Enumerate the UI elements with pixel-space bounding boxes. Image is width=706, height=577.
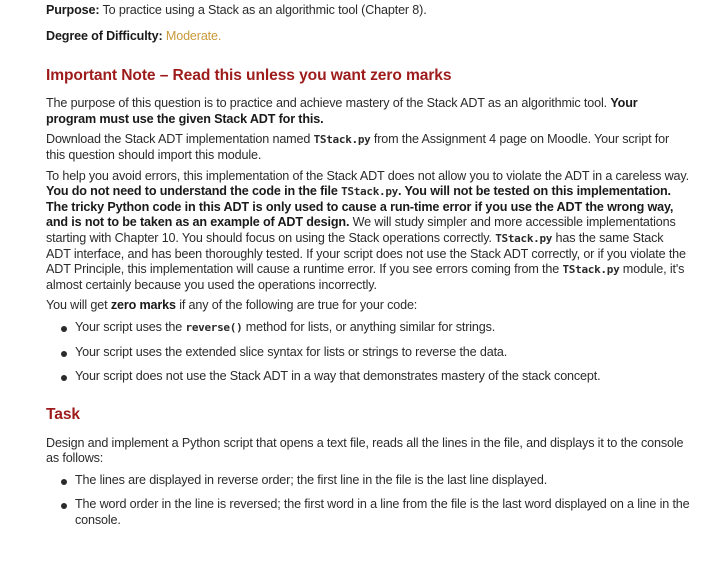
list-item-text: The word order in the line is reversed; the first word in a line from the file is the last word displayed on a line in the console. [75, 497, 690, 528]
purpose-text: To practice using a Stack as an algorithmic tool (Chapter 8). [102, 3, 427, 17]
list-item-text: The lines are displayed in reverse order; the first line in the file is the last line displayed. [75, 472, 548, 487]
note-p3-bold-1: You do not need to understand the code in the file [46, 184, 338, 199]
list-item [46, 345, 690, 361]
difficulty-line [46, 26, 690, 45]
note-p2-text-a: Download the Stack ADT implementation named [46, 132, 311, 147]
note-p3-bold-2: . You will not be tested on this implementation. The tricky Python code in this ADT is only used to cause a run-time error if you use the ADT the wrong way, and is not to be taken as an example of ADT design. [46, 184, 674, 230]
note-p3-text-b: We will study simpler and more accessible implementations starting with Chapter 10. You should focus on using the Stack operations correctly. [46, 215, 676, 245]
task-list [46, 473, 690, 529]
note-paragraph-2 [46, 132, 690, 163]
list-item [46, 473, 690, 489]
bullet-icon [61, 326, 67, 332]
purpose-line [46, 0, 690, 19]
list-item [46, 369, 690, 385]
zero-marks-emphasis: zero marks [110, 298, 176, 313]
reverse-method-code: reverse() [185, 320, 243, 334]
note-p3-text-c: has the same Stack ADT interface, and has been thoroughly tested. If your script does not use the Stack ADT correctly, or if you violate the ADT Principle, this implementation will cause a runtime error. If you see errors coming from the [46, 230, 686, 277]
tstack-filename: TStack.py [562, 263, 620, 277]
zero-marks-list [46, 320, 690, 385]
note-p2-text-b: from the Assignment 4 page on Moodle. Your script for this question should import this module. [46, 132, 670, 162]
list-item-text: Your script uses the extended slice syntax for lists or strings to reverse the data. [75, 344, 508, 359]
bullet-icon [61, 351, 67, 357]
note-p4-text-b: if any of the following are true for your code: [179, 298, 418, 313]
bullet-icon [61, 503, 67, 509]
note-p3-text-a: To help you avoid errors, this implementation of the Stack ADT does not allow you to violate the ADT in a careless way. [46, 168, 689, 183]
important-note-heading: Important Note – Read this unless you want zero marks [46, 67, 452, 85]
note-p3-text-d: module, it's almost certainly because you used the operations incorrectly. [46, 262, 685, 292]
note-p4-text-a: You will get [46, 298, 108, 313]
difficulty-label: Degree of Difficulty: [46, 28, 163, 43]
bullet-icon [61, 479, 67, 485]
list-item [46, 497, 690, 528]
note-paragraph-4 [46, 298, 690, 314]
purpose-label: Purpose: [46, 3, 100, 17]
list-item-text-a: Your script uses the [75, 319, 183, 334]
tstack-filename: TStack.py [495, 231, 553, 245]
list-item [46, 320, 690, 336]
note-p1-text: The purpose of this question is to practice and achieve mastery of the Stack ADT as an algorithmic tool. [46, 96, 607, 111]
note-p1-bold: Your program must use the given Stack ADT for this. [46, 96, 638, 126]
list-item-text: Your script does not use the Stack ADT in a way that demonstrates mastery of the stack concept. [75, 369, 601, 384]
difficulty-value: Moderate. [165, 28, 222, 43]
assignment-document [46, 0, 690, 538]
task-paragraph: Design and implement a Python script that opens a text file, reads all the lines in the file, and displays it to the console as follows: [46, 435, 684, 466]
note-paragraph-3 [46, 169, 690, 294]
note-paragraph-1 [46, 96, 690, 127]
tstack-filename: TStack.py [341, 185, 398, 199]
task-heading: Task [46, 405, 80, 423]
list-item-text-b: method for lists, or anything similar for strings. [245, 319, 496, 334]
tstack-filename: TStack.py [313, 133, 371, 147]
bullet-icon [61, 375, 67, 381]
